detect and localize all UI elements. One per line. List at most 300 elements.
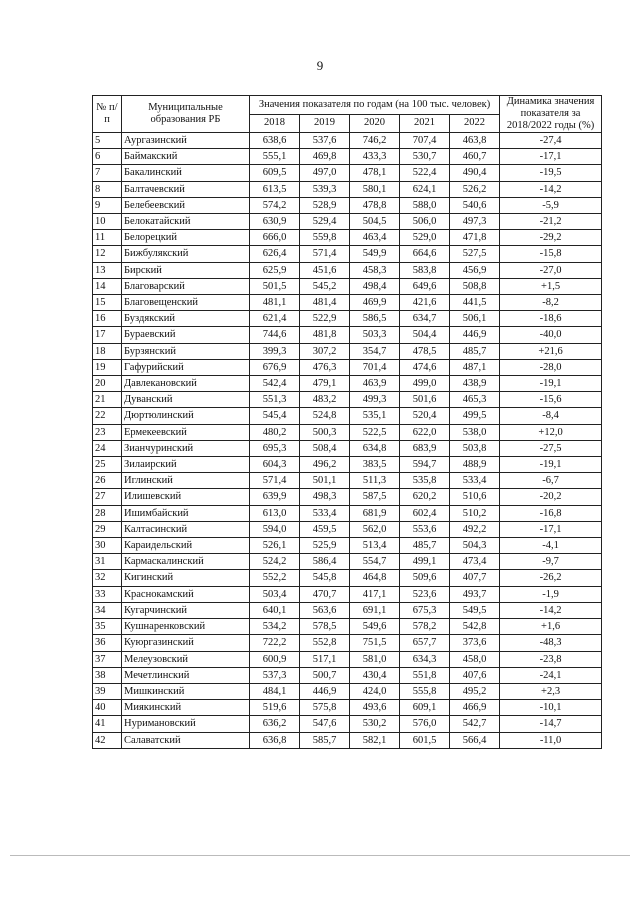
table-row (93, 343, 602, 359)
table-row (93, 651, 602, 667)
dynamics-value: -21,2 (500, 214, 602, 230)
year-value: 683,9 (400, 440, 450, 456)
dynamics-value: +21,6 (500, 343, 602, 359)
year-value: 497,0 (300, 165, 350, 181)
municipality-name: Ишимбайский (122, 505, 250, 521)
header-year: 2020 (350, 114, 400, 133)
year-value: 513,4 (350, 538, 400, 554)
year-value: 534,2 (250, 619, 300, 635)
header-dynamics: Динамика значения показателя за 2018/2022 годы (%) (500, 96, 602, 133)
dynamics-value: +12,0 (500, 424, 602, 440)
year-value: 463,4 (350, 230, 400, 246)
table-row (93, 424, 602, 440)
year-value: 373,6 (450, 635, 500, 651)
year-value: 493,6 (350, 700, 400, 716)
year-value: 581,0 (350, 651, 400, 667)
year-value: 458,3 (350, 262, 400, 278)
dynamics-value: -40,0 (500, 327, 602, 343)
table-row (93, 570, 602, 586)
table-header (93, 96, 602, 133)
year-value: 527,5 (450, 246, 500, 262)
year-value: 666,0 (250, 230, 300, 246)
year-value: 522,5 (350, 424, 400, 440)
year-value: 446,9 (450, 327, 500, 343)
year-value: 576,0 (400, 716, 450, 732)
table-row (93, 149, 602, 165)
year-value: 430,4 (350, 667, 400, 683)
year-value: 511,3 (350, 473, 400, 489)
header-num: № п/п (93, 96, 122, 133)
year-value: 622,0 (400, 424, 450, 440)
table-row (93, 683, 602, 699)
row-number: 32 (93, 570, 122, 586)
year-value: 526,2 (450, 181, 500, 197)
year-value: 498,4 (350, 278, 400, 294)
table-row (93, 278, 602, 294)
table-row (93, 359, 602, 375)
row-number: 17 (93, 327, 122, 343)
year-value: 604,3 (250, 457, 300, 473)
year-value: 545,8 (300, 570, 350, 586)
year-value: 578,5 (300, 619, 350, 635)
row-number: 7 (93, 165, 122, 181)
year-value: 625,9 (250, 262, 300, 278)
header-municipality: Муниципальные образования РБ (122, 96, 250, 133)
year-value: 664,6 (400, 246, 450, 262)
year-value: 466,9 (450, 700, 500, 716)
year-value: 649,6 (400, 278, 450, 294)
year-value: 504,5 (350, 214, 400, 230)
dynamics-value: -19,1 (500, 376, 602, 392)
year-value: 540,6 (450, 197, 500, 213)
municipality-name: Мишкинский (122, 683, 250, 699)
year-value: 602,4 (400, 505, 450, 521)
row-number: 5 (93, 133, 122, 149)
year-value: 526,1 (250, 538, 300, 554)
table-row (93, 440, 602, 456)
year-value: 493,7 (450, 586, 500, 602)
year-value: 483,2 (300, 392, 350, 408)
table-row (93, 197, 602, 213)
municipality-name: Миякинский (122, 700, 250, 716)
dynamics-value: -16,8 (500, 505, 602, 521)
year-value: 530,7 (400, 149, 450, 165)
year-value: 524,2 (250, 554, 300, 570)
row-number: 31 (93, 554, 122, 570)
table-row (93, 700, 602, 716)
table-row (93, 133, 602, 149)
municipality-name: Бижбулякский (122, 246, 250, 262)
row-number: 38 (93, 667, 122, 683)
year-value: 501,1 (300, 473, 350, 489)
year-value: 588,0 (400, 197, 450, 213)
dynamics-value: -29,2 (500, 230, 602, 246)
municipality-name: Нуримановский (122, 716, 250, 732)
year-value: 407,6 (450, 667, 500, 683)
year-value: 506,1 (450, 311, 500, 327)
dynamics-value: -8,2 (500, 295, 602, 311)
year-value: 522,9 (300, 311, 350, 327)
table-body (93, 133, 602, 749)
row-number: 25 (93, 457, 122, 473)
year-value: 498,3 (300, 489, 350, 505)
header-values-group: Значения показателя по годам (на 100 тыс. человек) (250, 96, 500, 115)
year-value: 701,4 (350, 359, 400, 375)
year-value: 582,1 (350, 732, 400, 748)
year-value: 490,4 (450, 165, 500, 181)
municipality-name: Благовещенский (122, 295, 250, 311)
year-value: 485,7 (400, 538, 450, 554)
municipality-name: Кармаскалинский (122, 554, 250, 570)
year-value: 463,9 (350, 376, 400, 392)
year-value: 586,5 (350, 311, 400, 327)
year-value: 553,6 (400, 521, 450, 537)
municipality-name: Краснокамский (122, 586, 250, 602)
municipality-name: Бурзянский (122, 343, 250, 359)
row-number: 29 (93, 521, 122, 537)
year-value: 519,6 (250, 700, 300, 716)
year-value: 547,6 (300, 716, 350, 732)
year-value: 578,2 (400, 619, 450, 635)
table-row (93, 392, 602, 408)
year-value: 746,2 (350, 133, 400, 149)
row-number: 27 (93, 489, 122, 505)
dynamics-value: -17,1 (500, 149, 602, 165)
year-value: 609,1 (400, 700, 450, 716)
year-value: 551,3 (250, 392, 300, 408)
year-value: 481,1 (250, 295, 300, 311)
dynamics-value: -48,3 (500, 635, 602, 651)
page-number: 9 (316, 58, 324, 73)
row-number: 12 (93, 246, 122, 262)
dynamics-value: -10,1 (500, 700, 602, 716)
municipality-name: Белокатайский (122, 214, 250, 230)
year-value: 470,7 (300, 586, 350, 602)
table-row (93, 295, 602, 311)
year-value: 551,8 (400, 667, 450, 683)
year-value: 626,4 (250, 246, 300, 262)
table-row (93, 602, 602, 618)
dynamics-value: -15,6 (500, 392, 602, 408)
dynamics-value: -14,2 (500, 181, 602, 197)
row-number: 30 (93, 538, 122, 554)
municipality-name: Калтасинский (122, 521, 250, 537)
municipality-name: Белебеевский (122, 197, 250, 213)
year-value: 657,7 (400, 635, 450, 651)
row-number: 18 (93, 343, 122, 359)
header-year: 2018 (250, 114, 300, 133)
year-value: 613,0 (250, 505, 300, 521)
year-value: 634,7 (400, 311, 450, 327)
year-value: 575,8 (300, 700, 350, 716)
year-value: 508,8 (450, 278, 500, 294)
year-value: 474,6 (400, 359, 450, 375)
year-value: 500,3 (300, 424, 350, 440)
year-value: 542,7 (450, 716, 500, 732)
dynamics-value: -23,8 (500, 651, 602, 667)
year-value: 501,5 (250, 278, 300, 294)
year-value: 621,4 (250, 311, 300, 327)
table-row (93, 667, 602, 683)
year-value: 542,8 (450, 619, 500, 635)
year-value: 417,1 (350, 586, 400, 602)
year-value: 630,9 (250, 214, 300, 230)
table-row (93, 521, 602, 537)
year-value: 492,2 (450, 521, 500, 537)
municipality-name: Баймакский (122, 149, 250, 165)
year-value: 549,9 (350, 246, 400, 262)
dynamics-value: -18,6 (500, 311, 602, 327)
year-value: 535,1 (350, 408, 400, 424)
dynamics-value: -11,0 (500, 732, 602, 748)
year-value: 488,9 (450, 457, 500, 473)
year-value: 456,9 (450, 262, 500, 278)
table-row (93, 181, 602, 197)
year-value: 478,1 (350, 165, 400, 181)
municipality-name: Бураевский (122, 327, 250, 343)
year-value: 499,1 (400, 554, 450, 570)
year-value: 522,4 (400, 165, 450, 181)
year-value: 555,1 (250, 149, 300, 165)
header-year: 2021 (400, 114, 450, 133)
year-value: 485,7 (450, 343, 500, 359)
row-number: 24 (93, 440, 122, 456)
year-value: 549,5 (450, 602, 500, 618)
year-value: 555,8 (400, 683, 450, 699)
row-number: 14 (93, 278, 122, 294)
dynamics-value: -17,1 (500, 521, 602, 537)
year-value: 563,6 (300, 602, 350, 618)
year-value: 533,4 (300, 505, 350, 521)
dynamics-value: -24,1 (500, 667, 602, 683)
year-value: 636,8 (250, 732, 300, 748)
year-value: 446,9 (300, 683, 350, 699)
row-number: 20 (93, 376, 122, 392)
year-value: 545,2 (300, 278, 350, 294)
year-value: 433,3 (350, 149, 400, 165)
year-value: 458,0 (450, 651, 500, 667)
footer-divider (10, 855, 630, 856)
year-value: 624,1 (400, 181, 450, 197)
statistics-table (92, 95, 602, 749)
dynamics-value: -8,4 (500, 408, 602, 424)
year-value: 383,5 (350, 457, 400, 473)
municipality-name: Куюргазинский (122, 635, 250, 651)
dynamics-value: -20,2 (500, 489, 602, 505)
row-number: 33 (93, 586, 122, 602)
year-value: 460,7 (450, 149, 500, 165)
year-value: 640,1 (250, 602, 300, 618)
year-value: 499,3 (350, 392, 400, 408)
year-value: 503,4 (250, 586, 300, 602)
table-row (93, 554, 602, 570)
header-year: 2019 (300, 114, 350, 133)
year-value: 499,5 (450, 408, 500, 424)
year-value: 594,0 (250, 521, 300, 537)
table-row (93, 246, 602, 262)
year-value: 744,6 (250, 327, 300, 343)
year-value: 524,8 (300, 408, 350, 424)
dynamics-value: -1,9 (500, 586, 602, 602)
year-value: 695,3 (250, 440, 300, 456)
table-row (93, 732, 602, 748)
table-row (93, 408, 602, 424)
table-row (93, 214, 602, 230)
year-value: 508,4 (300, 440, 350, 456)
year-value: 681,9 (350, 505, 400, 521)
row-number: 16 (93, 311, 122, 327)
year-value: 496,2 (300, 457, 350, 473)
year-value: 476,3 (300, 359, 350, 375)
year-value: 587,5 (350, 489, 400, 505)
municipality-name: Кигинский (122, 570, 250, 586)
municipality-name: Белорецкий (122, 230, 250, 246)
dynamics-value: -9,7 (500, 554, 602, 570)
row-number: 41 (93, 716, 122, 732)
table-row (93, 457, 602, 473)
municipality-name: Кушнаренковский (122, 619, 250, 635)
year-value: 438,9 (450, 376, 500, 392)
year-value: 503,3 (350, 327, 400, 343)
year-value: 463,8 (450, 133, 500, 149)
dynamics-value: -27,4 (500, 133, 602, 149)
row-number: 11 (93, 230, 122, 246)
year-value: 552,8 (300, 635, 350, 651)
year-value: 583,8 (400, 262, 450, 278)
municipality-name: Илишевский (122, 489, 250, 505)
row-number: 34 (93, 602, 122, 618)
year-value: 707,4 (400, 133, 450, 149)
year-value: 510,2 (450, 505, 500, 521)
year-value: 464,8 (350, 570, 400, 586)
year-value: 407,7 (450, 570, 500, 586)
municipality-name: Зианчуринский (122, 440, 250, 456)
dynamics-value: -4,1 (500, 538, 602, 554)
municipality-name: Бирский (122, 262, 250, 278)
year-value: 481,8 (300, 327, 350, 343)
municipality-name: Зилаирский (122, 457, 250, 473)
table-row (93, 376, 602, 392)
row-number: 39 (93, 683, 122, 699)
year-value: 517,1 (300, 651, 350, 667)
year-value: 552,2 (250, 570, 300, 586)
year-value: 479,1 (300, 376, 350, 392)
year-value: 537,3 (250, 667, 300, 683)
dynamics-value: -19,5 (500, 165, 602, 181)
table-row (93, 473, 602, 489)
year-value: 459,5 (300, 521, 350, 537)
table-row (93, 327, 602, 343)
municipality-name: Ермекеевский (122, 424, 250, 440)
year-value: 504,4 (400, 327, 450, 343)
dynamics-value: -14,2 (500, 602, 602, 618)
year-value: 307,2 (300, 343, 350, 359)
dynamics-value: -27,0 (500, 262, 602, 278)
municipality-name: Бакалинский (122, 165, 250, 181)
year-value: 571,4 (250, 473, 300, 489)
year-value: 421,6 (400, 295, 450, 311)
municipality-name: Балтачевский (122, 181, 250, 197)
year-value: 520,4 (400, 408, 450, 424)
year-value: 509,6 (400, 570, 450, 586)
year-value: 399,3 (250, 343, 300, 359)
row-number: 6 (93, 149, 122, 165)
year-value: 559,8 (300, 230, 350, 246)
year-value: 481,4 (300, 295, 350, 311)
municipality-name: Благоварский (122, 278, 250, 294)
row-number: 13 (93, 262, 122, 278)
municipality-name: Аургазинский (122, 133, 250, 149)
year-value: 613,5 (250, 181, 300, 197)
year-value: 480,2 (250, 424, 300, 440)
year-value: 542,4 (250, 376, 300, 392)
row-number: 19 (93, 359, 122, 375)
table-row (93, 311, 602, 327)
row-number: 28 (93, 505, 122, 521)
year-value: 529,0 (400, 230, 450, 246)
year-value: 529,4 (300, 214, 350, 230)
row-number: 37 (93, 651, 122, 667)
year-value: 722,2 (250, 635, 300, 651)
year-value: 676,9 (250, 359, 300, 375)
year-value: 503,8 (450, 440, 500, 456)
year-value: 469,9 (350, 295, 400, 311)
year-value: 478,8 (350, 197, 400, 213)
year-value: 469,8 (300, 149, 350, 165)
row-number: 21 (93, 392, 122, 408)
year-value: 539,3 (300, 181, 350, 197)
year-value: 478,5 (400, 343, 450, 359)
year-value: 530,2 (350, 716, 400, 732)
year-value: 675,3 (400, 602, 450, 618)
year-value: 580,1 (350, 181, 400, 197)
year-value: 451,6 (300, 262, 350, 278)
table-row (93, 230, 602, 246)
year-value: 497,3 (450, 214, 500, 230)
year-value: 639,9 (250, 489, 300, 505)
table-row (93, 635, 602, 651)
year-value: 473,4 (450, 554, 500, 570)
year-value: 620,2 (400, 489, 450, 505)
year-value: 691,1 (350, 602, 400, 618)
year-value: 562,0 (350, 521, 400, 537)
year-value: 495,2 (450, 683, 500, 699)
year-value: 499,0 (400, 376, 450, 392)
year-value: 601,5 (400, 732, 450, 748)
year-value: 525,9 (300, 538, 350, 554)
dynamics-value: -19,1 (500, 457, 602, 473)
year-value: 634,3 (400, 651, 450, 667)
table-row (93, 505, 602, 521)
municipality-name: Буздякский (122, 311, 250, 327)
dynamics-value: -15,8 (500, 246, 602, 262)
dynamics-value: +1,5 (500, 278, 602, 294)
row-number: 8 (93, 181, 122, 197)
municipality-name: Караидельский (122, 538, 250, 554)
year-value: 487,1 (450, 359, 500, 375)
year-value: 636,2 (250, 716, 300, 732)
table-row (93, 262, 602, 278)
row-number: 26 (93, 473, 122, 489)
year-value: 554,7 (350, 554, 400, 570)
table-row (93, 586, 602, 602)
year-value: 533,4 (450, 473, 500, 489)
dynamics-value: +2,3 (500, 683, 602, 699)
dynamics-value: -14,7 (500, 716, 602, 732)
year-value: 523,6 (400, 586, 450, 602)
table-row (93, 619, 602, 635)
row-number: 40 (93, 700, 122, 716)
